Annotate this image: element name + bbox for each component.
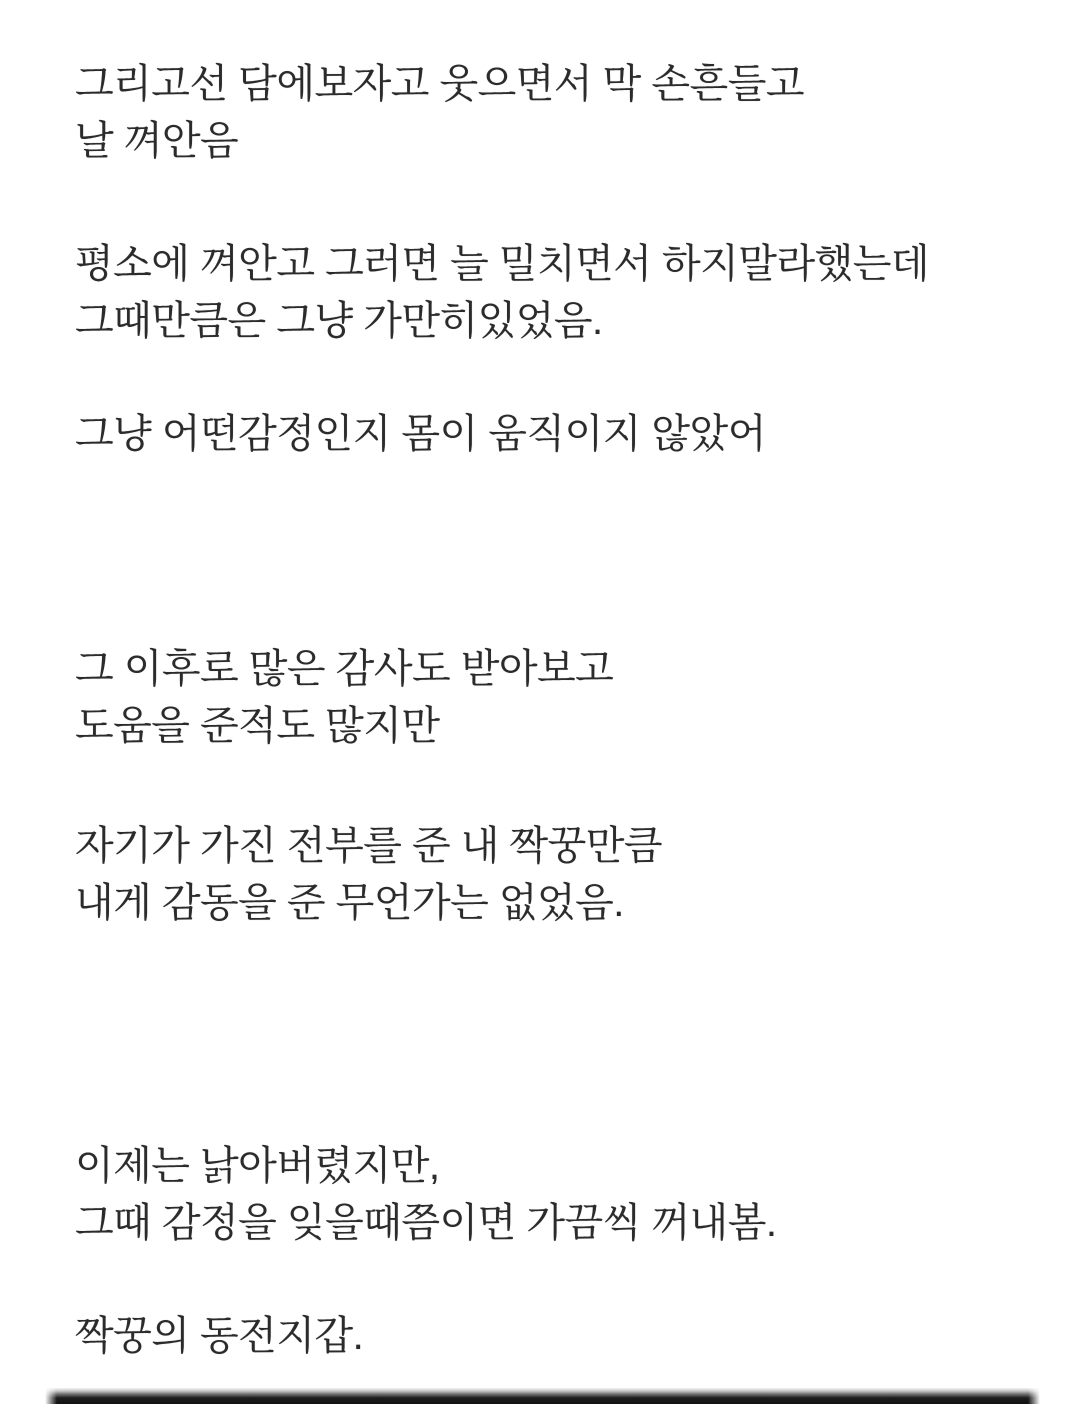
paragraph: [75, 818, 1050, 932]
text-line: 짝꿍의 동전지갑.: [75, 1314, 364, 1358]
paragraph: [75, 641, 1050, 755]
text-line: 내게 감동을 준 무언가는 없었음.: [75, 881, 624, 925]
text-line: 그냥 어떤감정인지 몸이 움직이지 않았어: [75, 412, 766, 456]
text-line: 이제는 낡아버렸지만,: [75, 1144, 440, 1188]
text-line: 도움을 준적도 많지만: [75, 704, 440, 748]
paragraph: [75, 406, 1050, 463]
paragraph: [75, 236, 1050, 350]
text-line: 그때 감정을 잊을때쯤이면 가끔씩 꺼내봄.: [75, 1201, 777, 1245]
text-line: 자기가 가진 전부를 준 내 짝꿍만큼: [75, 824, 663, 868]
text-line: 그때만큼은 그냥 가만히있었음.: [75, 299, 603, 343]
next-image-top-edge: [45, 1388, 1040, 1404]
text-line: 그리고선 담에보자고 웃으면서 막 손흔들고: [75, 62, 804, 106]
paragraph: [75, 1138, 1050, 1252]
paragraph: [75, 56, 1050, 170]
paragraph: [75, 1308, 1050, 1365]
text-line: 그 이후로 많은 감사도 받아보고: [75, 647, 614, 691]
text-line: 날 껴안음: [75, 119, 239, 163]
text-line: 평소에 껴안고 그러면 늘 밀치면서 하지말라했는데: [75, 242, 930, 286]
